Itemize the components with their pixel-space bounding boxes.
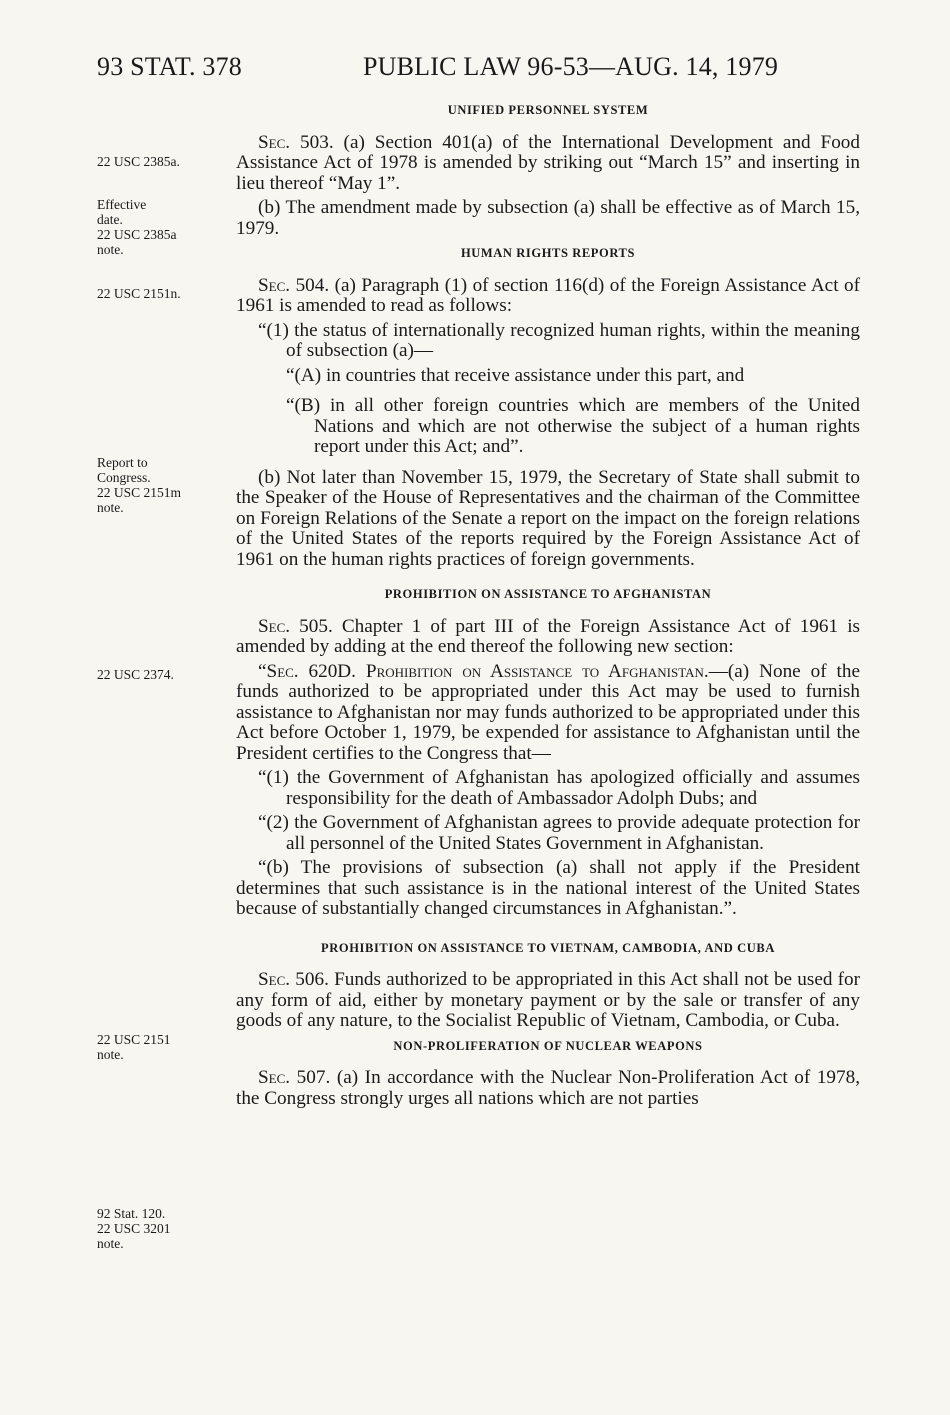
paragraph: Sec. 507. (a) In accordance with the Nuclear Non-Proliferation Act of 1978, the Congress strongly urges all nations which are not parties xyxy=(236,1067,860,1109)
quoted-paragraph: “(B) in all other foreign countries which are members of the United Nations and which are not otherwise the subject of a human rights report under this Act; and”. xyxy=(286,395,860,457)
quoted-paragraph: “(A) in countries that receive assistance under this part, and xyxy=(286,364,745,386)
paragraph: “(b) The provisions of subsection (a) shall not apply if the President determines that such assistance is in the national interest of the United States because of substantially changed circumstances in Afghanistan.”. xyxy=(236,857,860,919)
section-heading: PROHIBITION ON ASSISTANCE TO VIETNAM, CAMBODIA, AND CUBA xyxy=(321,940,775,955)
paragraph: (b) The amendment made by subsection (a) shall be effective as of March 15, 1979. xyxy=(236,197,860,239)
quoted-paragraph: “(1) the status of internationally recognized human rights, within the meaning of subsection (a)— xyxy=(258,319,860,361)
quoted-paragraph: “(2) the Government of Afghanistan agrees to provide adequate protection for all personnel of the United States Government in Afghanistan. xyxy=(258,812,860,854)
paragraph: Sec. 504. (a) Paragraph (1) of section 116(d) of the Foreign Assistance Act of 1961 is amended to read as follows: xyxy=(236,274,860,316)
margin-note-2151-note: 22 USC 2151 note. xyxy=(97,1032,171,1062)
section-heading: HUMAN RIGHTS REPORTS xyxy=(460,246,636,260)
paragraph: (b) Not later than November 15, 1979, the Secretary of State shall submit to the Speaker of the House of Representatives and the chairman of the Committee on Foreign Relations of the Senate a report on the impact on the foreign relations of the United States of the reports required by the Foreign Assistance Act of 1961 on the human rights practices of foreign governments. xyxy=(236,466,860,570)
margin-note-2385a: 22 USC 2385a. xyxy=(97,154,180,169)
quoted-paragraph: “(1) the Government of Afghanistan has apologized officially and assumes responsibility for the death of Ambassador Adolph Dubs; and xyxy=(258,767,860,809)
section-heading: UNIFIED PERSONNEL SYSTEM xyxy=(447,103,649,117)
paragraph: “Sec. 620D. Prohibition on Assistance to Afghanistan.—(a) None of the funds authorized to be appropriated under this Act may be used to furnish assistance to Afghanistan nor may funds authorized to be appropriated under this Act before October 1, 1979, be expended for assistance to Afghanistan until the President certifies to the Congress that— xyxy=(236,660,860,764)
margin-note-report-to-congress: Report to Congress. 22 USC 2151m note. xyxy=(97,455,182,515)
public-law-title: PUBLIC LAW 96-53—AUG. 14, 1979 xyxy=(363,52,779,81)
statute-page-number: 93 STAT. 378 xyxy=(97,52,243,81)
margin-note-2151n: 22 USC 2151n. xyxy=(97,286,181,301)
document-body xyxy=(236,86,860,1113)
paragraph: Sec. 506. Funds authorized to be appropriated in this Act shall not be used for any form of aid, either by monetary payment or by the sale or transfer of any goods of any nature, to the Socialist Republic of Vietnam, Cambodia, or Cuba. xyxy=(236,969,860,1031)
paragraph: Sec. 505. Chapter 1 of part III of the Foreign Assistance Act of 1961 is amended by adding at the end thereof the following new section: xyxy=(236,615,860,657)
section-heading: NON-PROLIFERATION OF NUCLEAR WEAPONS xyxy=(393,1038,703,1053)
margin-note-effective-date: Effective date. 22 USC 2385a note. xyxy=(97,197,177,257)
margin-note-2374: 22 USC 2374. xyxy=(97,667,174,682)
section-heading: PROHIBITION ON ASSISTANCE TO AFGHANISTAN xyxy=(384,587,712,601)
paragraph: Sec. 503. (a) Section 401(a) of the International Development and Food Assistance Act of 1978 is amended by striking out “March 15” and inserting in lieu thereof “May 1”. xyxy=(236,131,860,194)
margin-note-92-stat-120: 92 Stat. 120. 22 USC 3201 note. xyxy=(97,1206,171,1251)
